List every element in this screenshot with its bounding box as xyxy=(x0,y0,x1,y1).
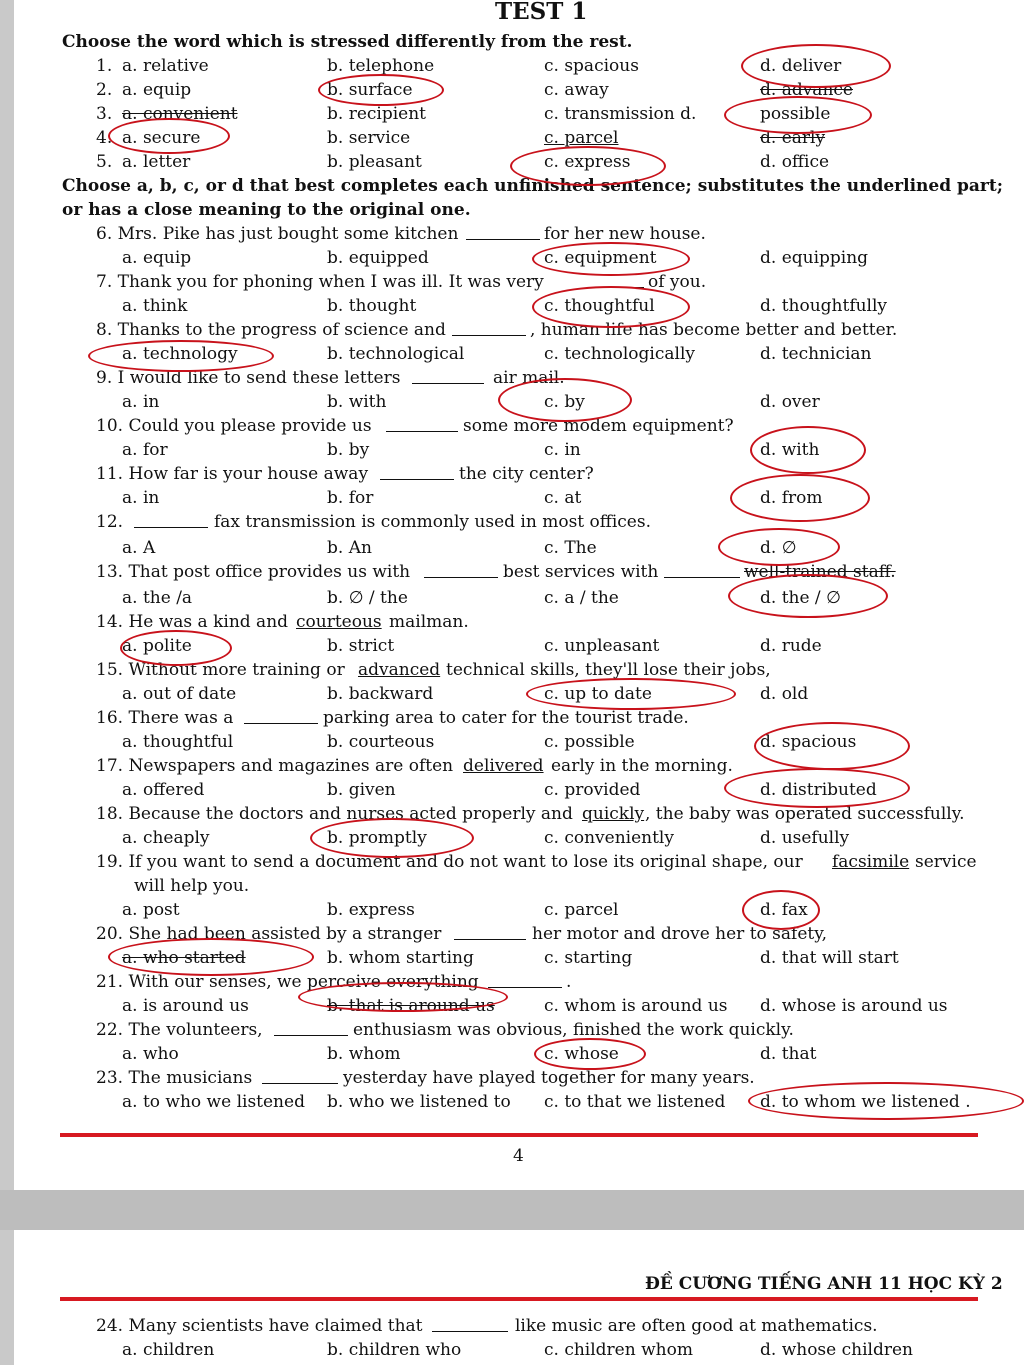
question-stem: will help you. xyxy=(134,876,250,896)
answer-circle xyxy=(298,982,508,1012)
option: c. away xyxy=(544,80,609,100)
section-heading-choose-2: or has a close meaning to the original one. xyxy=(62,200,471,220)
option: c. children whom xyxy=(544,1340,693,1360)
question-stem: 10. Could you please provide us xyxy=(96,416,372,436)
option: d. spacious xyxy=(760,732,857,752)
blank xyxy=(262,1068,338,1084)
question-stem: , the baby was operated successfully. xyxy=(645,804,965,824)
option: d. old xyxy=(760,684,809,704)
option: d. thoughtfully xyxy=(760,296,888,316)
option: d. with xyxy=(760,440,820,460)
option: c. by xyxy=(544,392,585,412)
option: b. service xyxy=(327,128,411,148)
option: c. thoughtful xyxy=(544,296,655,316)
option: a. technology xyxy=(122,344,238,364)
q-num: 2. xyxy=(96,80,113,100)
question-stem: 8. Thanks to the progress of science and xyxy=(96,320,446,340)
underlined-word: advanced xyxy=(358,660,441,680)
question-stem: service xyxy=(915,852,977,872)
option: c. parcel xyxy=(544,900,619,920)
option: b. express xyxy=(327,900,415,920)
question-stem: some more modem equipment? xyxy=(463,416,734,436)
question-stem: well-trained staff. xyxy=(744,562,896,582)
option: a. thoughtful xyxy=(122,732,234,752)
question-stem: for her new house. xyxy=(544,224,706,244)
question-stem: her motor and drove her to safety, xyxy=(532,924,827,944)
question-stem: mailman. xyxy=(389,612,469,632)
question-stem: the city center? xyxy=(459,464,594,484)
question-stem: 11. How far is your house away xyxy=(96,464,369,484)
blank xyxy=(664,562,740,578)
question-stem: 24. Many scientists have claimed that xyxy=(96,1316,423,1336)
option: b. thought xyxy=(327,296,417,316)
option: c. equipment xyxy=(544,248,657,268)
option: b. strict xyxy=(327,636,395,656)
question-stem: yesterday have played together for many years. xyxy=(343,1068,755,1088)
blank xyxy=(244,708,318,724)
question-stem: 23. The musicians xyxy=(96,1068,253,1088)
option: c. whose xyxy=(544,1044,619,1064)
option: b. who we listened to xyxy=(327,1092,511,1112)
blank xyxy=(386,416,458,432)
option: b. pleasant xyxy=(327,152,422,172)
option: b. telephone xyxy=(327,56,435,76)
option: d. distributed xyxy=(760,780,877,800)
option: a. equip xyxy=(122,248,192,268)
option: d. equipping xyxy=(760,248,869,268)
option: a. letter xyxy=(122,152,191,172)
option: c. conveniently xyxy=(544,828,674,848)
option: c. unpleasant xyxy=(544,636,660,656)
option: c. at xyxy=(544,488,582,508)
option: d. from xyxy=(760,488,823,508)
option: b. surface xyxy=(327,80,413,100)
answer-circle xyxy=(730,474,870,522)
option: d. early xyxy=(760,128,826,148)
option: d. that will start xyxy=(760,948,899,968)
underlined-word: courteous xyxy=(296,612,382,632)
question-stem: 18. Because the doctors and nurses acted properly and xyxy=(96,804,573,824)
option: a. cheaply xyxy=(122,828,210,848)
option: d. whose is around us xyxy=(760,996,948,1016)
option: b. whom starting xyxy=(327,948,474,968)
option: d. office xyxy=(760,152,830,172)
question-stem: early in the morning. xyxy=(551,756,733,776)
option: a. for xyxy=(122,440,168,460)
option: a. equip xyxy=(122,80,192,100)
option: c. transmission d. xyxy=(544,104,697,124)
answer-circle xyxy=(532,286,690,328)
answer-circle xyxy=(741,44,891,88)
option: b. recipient xyxy=(327,104,426,124)
question-stem: 12. xyxy=(96,512,124,532)
underlined-word: quickly xyxy=(582,804,645,824)
question-stem: fax transmission is commonly used in most offices. xyxy=(214,512,651,532)
underlined-word: delivered xyxy=(463,756,544,776)
header-rule xyxy=(60,1297,978,1301)
option: c. in xyxy=(544,440,581,460)
option: d. deliver xyxy=(760,56,842,76)
option: c. spacious xyxy=(544,56,639,76)
answer-circle xyxy=(88,340,274,372)
blank xyxy=(454,924,526,940)
question-stem: parking area to cater for the tourist trade. xyxy=(323,708,689,728)
question-stem: 6. Mrs. Pike has just bought some kitchen xyxy=(96,224,459,244)
q-num: 3. xyxy=(96,104,113,124)
blank xyxy=(412,368,484,384)
section-heading-stress: Choose the word which is stressed differently from the rest. xyxy=(62,32,633,52)
option: d. that xyxy=(760,1044,817,1064)
answer-circle xyxy=(728,574,888,618)
question-stem: 13. That post office provides us with xyxy=(96,562,411,582)
option: d. to whom we listened . xyxy=(760,1092,971,1112)
question-stem: 22. The volunteers, xyxy=(96,1020,263,1040)
answer-circle xyxy=(724,768,910,808)
question-stem: 9. I would like to send these letters xyxy=(96,368,401,388)
option: a. the /a xyxy=(122,588,193,608)
option: a. who xyxy=(122,1044,179,1064)
option: a. relative xyxy=(122,56,209,76)
option: c. possible xyxy=(544,732,635,752)
option: a. A xyxy=(122,538,156,558)
answer-circle xyxy=(750,426,866,474)
option: a. is around us xyxy=(122,996,249,1016)
option: b. with xyxy=(327,392,387,412)
option: a. out of date xyxy=(122,684,237,704)
question-stem: 15. Without more training or xyxy=(96,660,345,680)
option: b. by xyxy=(327,440,370,460)
answer-circle xyxy=(534,1038,646,1070)
option: d. advance xyxy=(760,80,853,100)
page-number: 4 xyxy=(513,1146,524,1166)
option: b. ∅ / the xyxy=(327,588,408,608)
option: a. in xyxy=(122,488,160,508)
option: a. polite xyxy=(122,636,192,656)
question-stem: , human life has become better and better. xyxy=(530,320,898,340)
option: b. backward xyxy=(327,684,434,704)
option: c. to that we listened xyxy=(544,1092,726,1112)
question-stem: air mail. xyxy=(493,368,565,388)
q-num: 5. xyxy=(96,152,113,172)
blank xyxy=(452,320,526,336)
question-stem: 21. With our senses, we perceive everything xyxy=(96,972,479,992)
question-stem: best services with xyxy=(503,562,659,582)
option: b. children who xyxy=(327,1340,462,1360)
option: c. express xyxy=(544,152,631,172)
answer-circle xyxy=(526,678,736,710)
option: c. provided xyxy=(544,780,641,800)
question-stem: 19. If you want to send a document and do not want to lose its original shape, our xyxy=(96,852,803,872)
option: possible xyxy=(760,104,831,124)
footer-rule xyxy=(60,1133,978,1137)
option: d. the / ∅ xyxy=(760,588,841,608)
question-stem: 20. She had been assisted by a stranger xyxy=(96,924,442,944)
answer-circle xyxy=(120,630,232,666)
question-stem: 16. There was a xyxy=(96,708,234,728)
question-stem: technical skills, they'll lose their jobs, xyxy=(446,660,771,680)
answer-circle xyxy=(742,890,820,930)
option: d. whose children xyxy=(760,1340,913,1360)
option: d. over xyxy=(760,392,820,412)
question-stem: . xyxy=(566,972,572,992)
section-heading-choose: Choose a, b, c, or d that best completes each unfinished sentence; substitutes the underlined part; xyxy=(62,176,1004,196)
answer-circle xyxy=(108,938,314,976)
option: a. think xyxy=(122,296,188,316)
answer-circle xyxy=(318,74,444,106)
option: d. usefully xyxy=(760,828,850,848)
question-stem: 17. Newspapers and magazines are often xyxy=(96,756,454,776)
option: c. up to date xyxy=(544,684,652,704)
answer-circle xyxy=(718,528,840,566)
q-num: 1. xyxy=(96,56,113,76)
option: b. equipped xyxy=(327,248,429,268)
option: b. courteous xyxy=(327,732,435,752)
option: b. for xyxy=(327,488,374,508)
option: b. that is around us xyxy=(327,996,495,1016)
blank xyxy=(274,1020,348,1036)
option: a. who started xyxy=(122,948,246,968)
underlined-word: facsimile xyxy=(832,852,910,872)
question-stem: like music are often good at mathematics. xyxy=(515,1316,878,1336)
option: c. whom is around us xyxy=(544,996,728,1016)
question-stem: of you. xyxy=(648,272,707,292)
option: b. An xyxy=(327,538,372,558)
option: b. promptly xyxy=(327,828,427,848)
question-stem: 14. He was a kind and xyxy=(96,612,289,632)
option: a. in xyxy=(122,392,160,412)
blank xyxy=(380,464,454,480)
option: c. a / the xyxy=(544,588,619,608)
option: d. rude xyxy=(760,636,822,656)
answer-circle xyxy=(748,1082,1024,1120)
blank xyxy=(488,972,562,988)
option: d. ∅ xyxy=(760,538,797,558)
blank xyxy=(134,512,208,528)
option: b. technological xyxy=(327,344,465,364)
answer-circle xyxy=(724,96,872,134)
option: a. post xyxy=(122,900,180,920)
blank xyxy=(432,1316,508,1332)
answer-circle xyxy=(754,722,910,770)
blank xyxy=(466,224,540,240)
option: a. to who we listened xyxy=(122,1092,305,1112)
option: b. given xyxy=(327,780,396,800)
option: b. whom xyxy=(327,1044,401,1064)
option: c. technologically xyxy=(544,344,695,364)
page-gap xyxy=(0,1190,1024,1230)
option: c. parcel xyxy=(544,128,619,148)
option: d. technician xyxy=(760,344,872,364)
answer-circle xyxy=(510,146,666,186)
answer-circle xyxy=(108,118,230,154)
answer-circle xyxy=(310,818,474,858)
answer-circle xyxy=(532,242,690,276)
page-title: TEST 1 xyxy=(495,0,588,25)
question-stem: enthusiasm was obvious, finished the work quickly. xyxy=(353,1020,794,1040)
option: c. The xyxy=(544,538,597,558)
option: a. convenient xyxy=(122,104,238,124)
q-num: 4. xyxy=(96,128,113,148)
blank xyxy=(424,562,498,578)
option: a. offered xyxy=(122,780,205,800)
option: a. secure xyxy=(122,128,201,148)
option: a. children xyxy=(122,1340,215,1360)
answer-circle xyxy=(498,378,632,422)
question-stem: 7. Thank you for phoning when I was ill. It was very xyxy=(96,272,544,292)
option: c. starting xyxy=(544,948,633,968)
running-header: ĐỀ CƯƠNG TIẾNG ANH 11 HỌC KỲ 2 xyxy=(645,1274,1003,1294)
option: d. fax xyxy=(760,900,808,920)
